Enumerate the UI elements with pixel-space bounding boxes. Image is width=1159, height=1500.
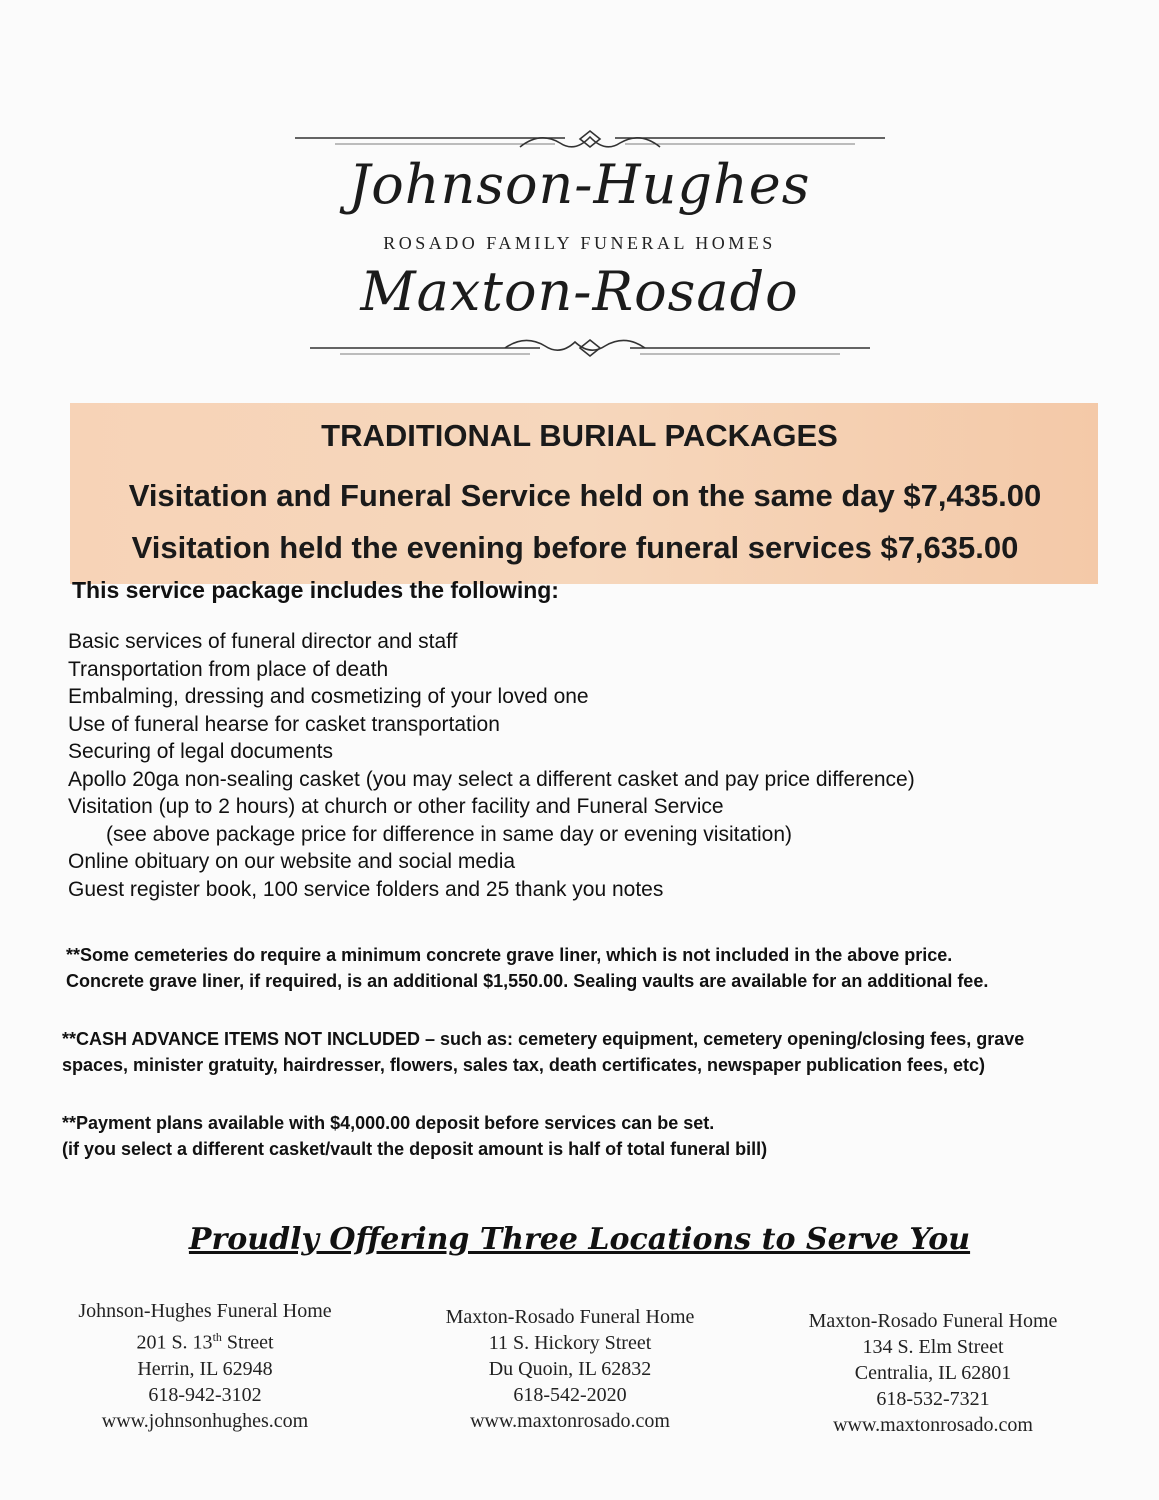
package-evening-before-price: Visitation held the evening before funeral services $7,635.00 (131, 530, 1019, 565)
location-street: 11 S. Hickory Street (488, 1332, 652, 1354)
payment-plan-note-line2: (if you select a different casket/vault the deposit amount is half of total funeral bill) (62, 1139, 768, 1159)
list-item: Visitation (up to 2 hours) at church or other facility and Funeral Service (68, 795, 724, 818)
list-item: Apollo 20ga non-sealing casket (you may select a different casket and pay price difference) (68, 767, 915, 791)
location-phone: 618-542-2020 (513, 1384, 627, 1406)
package-same-day-price: Visitation and Funeral Service held on the same day $7,435.00 (128, 478, 1042, 513)
includes-heading: This service package includes the following: (72, 577, 559, 603)
list-item: (see above package price for difference in same day or evening visitation) (106, 822, 792, 846)
location-city: Centralia, IL 62801 (854, 1362, 1012, 1384)
funeral-home-logo (0, 125, 1159, 370)
location-website: www.johnsonhughes.com (101, 1409, 309, 1432)
list-item: Embalming, dressing and cosmetizing of your loved one (68, 685, 589, 708)
payment-plan-note-line1: **Payment plans available with $4,000.00 deposit before services can be set. (62, 1113, 715, 1133)
location-name: Maxton-Rosado Funeral Home (445, 1306, 695, 1328)
list-item: Transportation from place of death (68, 657, 389, 681)
cash-advance-note-line2: spaces, minister gratuity, hairdresser, flowers, sales tax, death certificates, newspaper publication fees, etc) (62, 1055, 986, 1075)
grave-liner-note-line1: **Some cemeteries do require a minimum concrete grave liner, which is not included in the above price. (66, 945, 953, 965)
list-item: Use of funeral hearse for casket transportation (68, 712, 500, 736)
payment-plan-note (62, 1110, 1102, 1162)
location-name: Johnson-Hughes Funeral Home (78, 1300, 332, 1322)
location-name: Maxton-Rosado Funeral Home (808, 1310, 1058, 1332)
location-website: www.maxtonrosado.com (470, 1410, 670, 1432)
location-website: www.maxtonrosado.com (833, 1414, 1033, 1436)
list-item: Securing of legal documents (68, 740, 333, 763)
list-item: Basic services of funeral director and staff (68, 630, 458, 653)
included-services-list (68, 628, 1078, 903)
logo-name-bottom: Maxton-Rosado (360, 260, 799, 323)
location-phone: 618-942-3102 (148, 1383, 262, 1406)
locations-heading: Proudly Offering Three Locations to Serve You (188, 1222, 971, 1257)
list-item: Online obituary on our website and social media (68, 850, 516, 873)
logo-subtitle: ROSADO FAMILY FUNERAL HOMES (383, 233, 776, 253)
logo-name-top: Johnson-Hughes (348, 153, 811, 216)
grave-liner-note (66, 942, 1096, 994)
cash-advance-note-line1: **CASH ADVANCE ITEMS NOT INCLUDED – such as: cemetery equipment, cemetery opening/closing fees, grave (62, 1029, 1025, 1049)
location-street: 201 S. 13th Street (136, 1330, 274, 1354)
list-item: Guest register book, 100 service folders and 25 thank you notes (68, 877, 664, 901)
banner-title: TRADITIONAL BURIAL PACKAGES (321, 418, 838, 453)
cash-advance-note (62, 1026, 1102, 1078)
location-maxton-rosado-du-quoin (405, 1304, 735, 1434)
grave-liner-note-line2: Concrete grave liner, if required, is an additional $1,550.00. Sealing vaults are available for an additional fee. (66, 971, 989, 991)
location-city: Herrin, IL 62948 (137, 1357, 273, 1380)
location-johnson-hughes-herrin (40, 1298, 370, 1434)
flourish-bottom-icon (310, 330, 870, 370)
location-street: 134 S. Elm Street (862, 1336, 1004, 1358)
location-phone: 618-532-7321 (876, 1388, 990, 1410)
location-maxton-rosado-centralia (768, 1308, 1098, 1438)
location-city: Du Quoin, IL 62832 (488, 1358, 652, 1380)
